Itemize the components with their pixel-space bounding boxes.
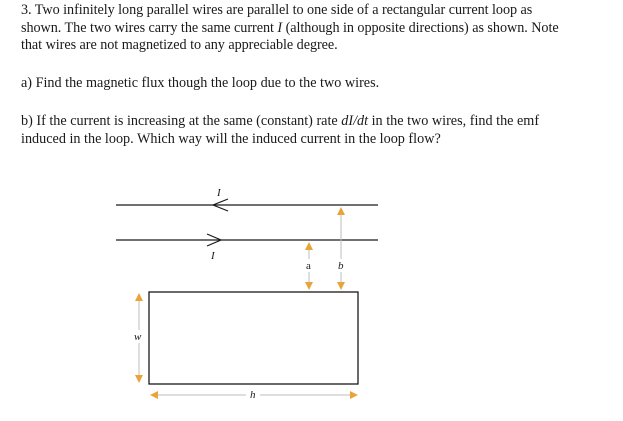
problem-number: 3. bbox=[21, 2, 32, 18]
dimension-w-arrow-down-icon bbox=[135, 375, 143, 383]
intro-text-1: Two infinitely long parallel wires are parallel to one side of a rectangular current loop as bbox=[34, 2, 533, 18]
dimension-b-arrow-up-icon bbox=[337, 207, 345, 215]
intro-text-2b: (although in opposite directions) as shown. Note bbox=[282, 19, 559, 36]
dimension-w-label: w bbox=[134, 331, 142, 343]
dimension-h-arrow-right-icon bbox=[350, 391, 358, 399]
current-symbol: I bbox=[277, 19, 283, 36]
bottom-wire-current-label: I bbox=[211, 250, 215, 262]
dimension-h-arrow-left-icon bbox=[150, 391, 158, 399]
dimension-w-arrow-up-icon bbox=[135, 293, 143, 301]
part-a-text: a) Find the magnetic flux though the loop due to the two wires. bbox=[21, 75, 380, 91]
part-b-text-1: b) If the current is increasing at the same (constant) rate bbox=[21, 113, 342, 129]
current-loop bbox=[149, 292, 358, 384]
intro-line-3: that wires are not magnetized to any appreciable degree. bbox=[21, 37, 338, 53]
top-wire-current-label: I bbox=[217, 187, 221, 199]
rate-symbol: dI/dt bbox=[341, 113, 369, 129]
dimension-h-label: h bbox=[250, 389, 256, 401]
part-b-line-2: induced in the loop. Which way will the induced current in the loop flow? bbox=[21, 130, 441, 147]
dimension-b-label: b bbox=[338, 260, 344, 272]
intro-text-2a: shown. The two wires carry the same current bbox=[21, 19, 278, 36]
dimension-b-arrow-down-icon bbox=[337, 282, 345, 290]
part-b-text-2: in the two wires, find the emf bbox=[368, 113, 540, 129]
dimension-a-arrow-down-icon bbox=[305, 282, 313, 290]
dimension-a-arrow-up-icon bbox=[305, 242, 313, 250]
dimension-a-label: a bbox=[306, 260, 311, 272]
